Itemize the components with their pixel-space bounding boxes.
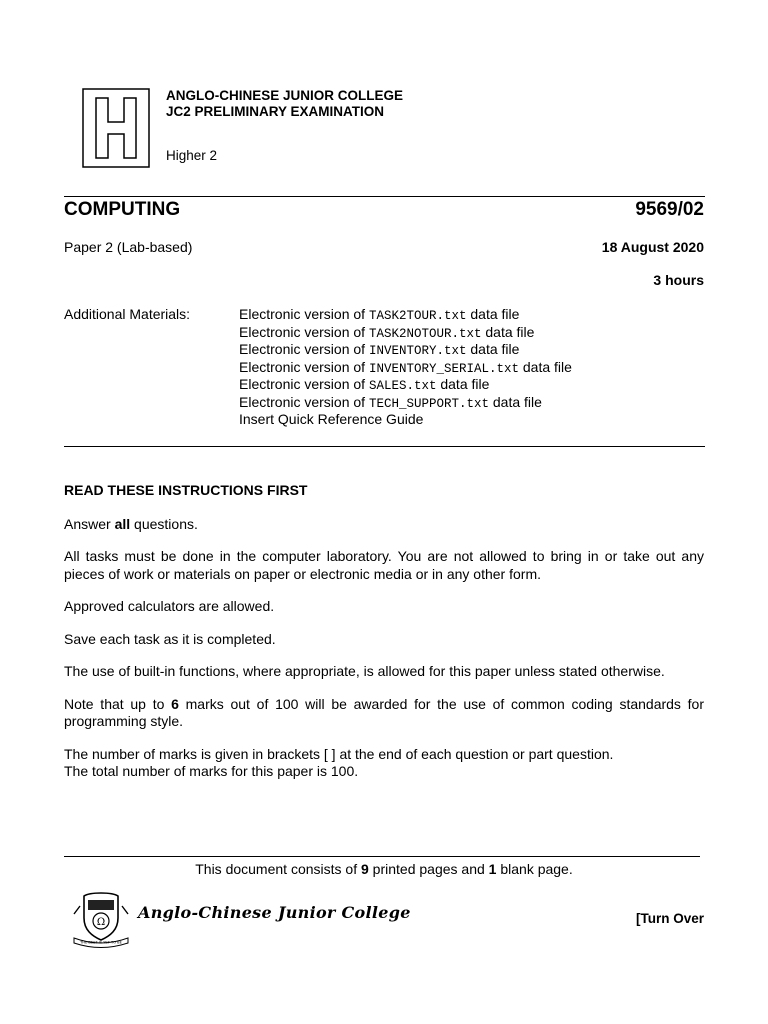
- crest-motto: THE BEST IS YET TO BE: [80, 940, 122, 945]
- material-item: Electronic version of INVENTORY.txt data file: [239, 341, 520, 358]
- college-name: ANGLO-CHINESE JUNIOR COLLEGE: [166, 88, 404, 103]
- material-item: Electronic version of TASK2TOUR.txt data file: [239, 306, 520, 323]
- materials-divider: [64, 446, 705, 447]
- file-name: SALES.txt: [368, 379, 437, 393]
- materials-label: Additional Materials:: [64, 306, 191, 322]
- page-count-note: This document consists of 9 printed pages and 1 blank page.: [195, 861, 573, 877]
- instruction-lab: All tasks must be done in the computer laboratory. You are not allowed to bring in or take out any pieces of work or materials on paper or electronic media or in any other form.: [64, 548, 704, 582]
- paper-title: Paper 2 (Lab-based): [64, 239, 193, 255]
- exam-name: JC2 PRELIMINARY EXAMINATION: [166, 104, 385, 119]
- file-name: INVENTORY_SERIAL.txt: [368, 361, 519, 376]
- h-level-logo: [82, 88, 150, 168]
- instruction-save: Save each task as it is completed.: [64, 630, 276, 647]
- instructions: [64, 482, 704, 796]
- instruction-marks: The number of marks is given in brackets [ ] at the end of each question or part question. The total number of marks for this paper is 100.: [64, 745, 614, 779]
- instruction-answer: Answer all questions.: [64, 515, 198, 532]
- material-item: Electronic version of INVENTORY_SERIAL.txt data file: [239, 358, 572, 376]
- instruction-style: Note that up to 6 marks out of 100 will be awarded for the use of common coding standards for programming style.: [64, 695, 705, 729]
- subject-name: COMPUTING: [64, 199, 181, 220]
- material-item: Electronic version of TECH_SUPPORT.txt data file: [239, 393, 542, 411]
- material-item: Electronic version of TASK2NOTOUR.txt data file: [239, 323, 535, 341]
- college-wordmark: Anglo-Chinese Junior College: [138, 903, 411, 922]
- exam-date: 18 August 2020: [601, 239, 704, 255]
- instructions-heading: READ THESE INSTRUCTIONS FIRST: [64, 482, 308, 498]
- material-item: Electronic version of SALES.txt data file: [239, 376, 490, 393]
- instruction-builtin: The use of built-in functions, where appropriate, is allowed for this paper unless stated otherwise.: [64, 663, 665, 679]
- exam-duration: 3 hours: [653, 272, 704, 288]
- footer-divider: [64, 856, 700, 857]
- subject-code: 9569/02: [635, 199, 704, 220]
- file-name: TECH_SUPPORT.txt: [368, 396, 489, 411]
- material-insert: Insert Quick Reference Guide: [239, 411, 424, 427]
- college-crest-icon: [70, 888, 132, 950]
- file-name: TASK2NOTOUR.txt: [368, 326, 482, 341]
- exam-level: Higher 2: [166, 148, 218, 163]
- exam-header: [166, 88, 403, 120]
- materials-list: [239, 306, 572, 429]
- instruction-calculators: Approved calculators are allowed.: [64, 598, 275, 614]
- file-name: TASK2TOUR.txt: [368, 309, 467, 323]
- file-name: INVENTORY.txt: [368, 344, 467, 358]
- turn-over-label: [Turn Over: [635, 911, 704, 926]
- svg-text:Ω: Ω: [96, 917, 106, 928]
- top-divider: [64, 196, 705, 197]
